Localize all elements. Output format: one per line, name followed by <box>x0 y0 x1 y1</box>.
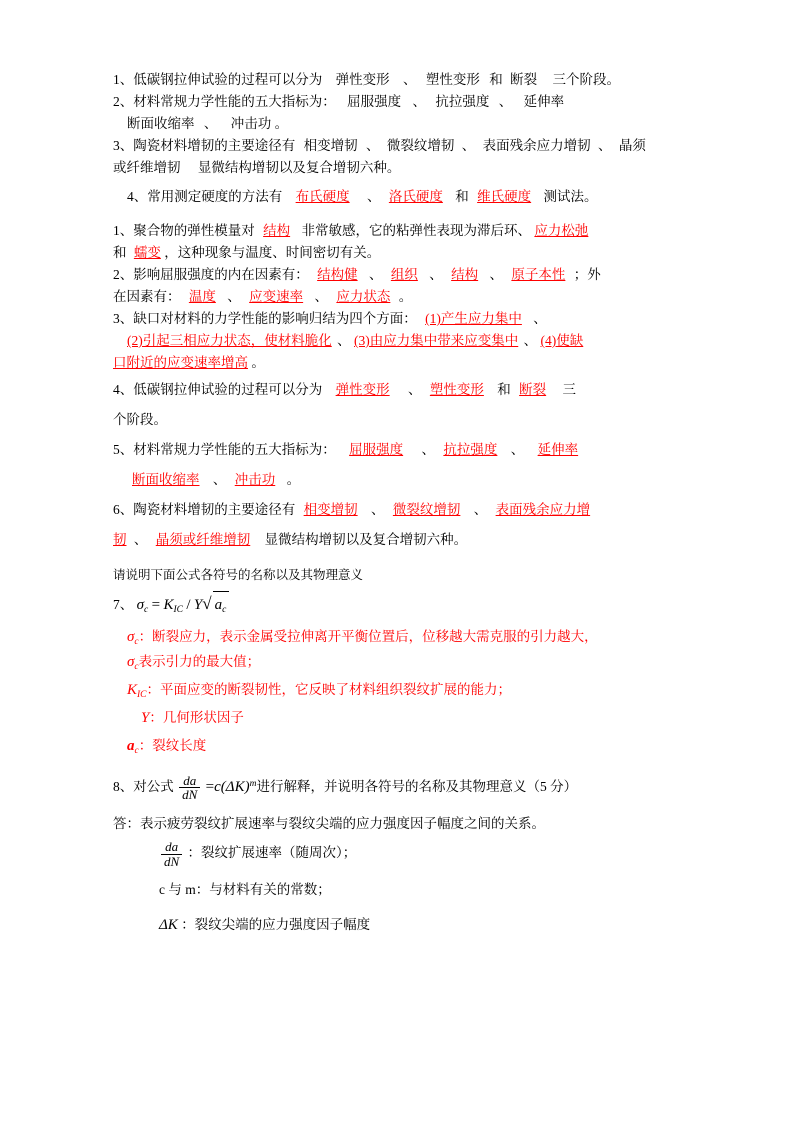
b4-sep-2: 和 <box>497 382 511 397</box>
k-symbol: K <box>163 597 174 613</box>
item-1-answer-3: 断裂 <box>510 72 538 87</box>
sigma-symbol: σ <box>136 597 145 613</box>
b3-answer-5: 口附近的应变速率增高 <box>113 355 248 370</box>
item-4-answer-1: 布氏硬度 <box>295 189 350 204</box>
item-4-answer-2: 洛氏硬度 <box>388 189 443 204</box>
item-1-sep-2: 和 <box>489 72 503 87</box>
explanation-3 <box>113 680 715 705</box>
item-4-prefix: 4、常用测定硬度的方法有 <box>127 189 283 204</box>
explanation-4 <box>113 708 715 733</box>
b5-answer-4: 断面收缩率 <box>132 472 200 487</box>
explanation-1-symbol: σ <box>127 629 135 645</box>
section-b-item-5 <box>113 435 715 465</box>
b2-answer-4: 原子本性 <box>511 267 566 282</box>
section-b-item-3-line2 <box>113 331 715 351</box>
item-8-frac-den: dN <box>179 787 200 802</box>
item-3-answer-3: 表面残余应力增韧 <box>482 138 591 153</box>
sigma-subscript: c <box>144 605 149 615</box>
answer-fraction <box>161 840 182 868</box>
item-2-answer-1: 屈服强度 <box>347 94 402 109</box>
b4-answer-1: 弹性变形 <box>335 382 390 397</box>
b1-answer-2: 应力松弛 <box>534 223 589 238</box>
delta-k-symbol: ΔK <box>159 917 178 934</box>
sqrt-icon: √ <box>202 594 212 613</box>
item-2-answer-3: 延伸率 <box>523 94 565 109</box>
explanation-5-text: ：裂纹长度 <box>138 738 207 753</box>
b2-sep-3: 、 <box>489 267 503 282</box>
item-4-answer-3: 维氏硬度 <box>477 189 532 204</box>
section-b-item-1-line2 <box>113 243 715 263</box>
b2-p1: 2、影响屈服强度的内在因素有： <box>113 267 309 282</box>
answer-line-4-text: ：裂纹尖端的应力强度因子幅度 <box>181 917 371 933</box>
b6-sep-1: 、 <box>371 502 385 517</box>
item-3-sep-2: 、 <box>461 138 476 153</box>
answer-line-4 <box>113 912 715 938</box>
b3-sep-2: 、 <box>337 333 351 348</box>
explanation-1-text: ：断裂应力，表示金属受拉伸离开平衡位置后，位移越大需克服的引力越大， <box>138 629 598 644</box>
b5-answer-5: 冲击功 <box>234 472 276 487</box>
explanation-5-subscript: c <box>134 746 139 756</box>
item-2-end: 。 <box>274 116 289 131</box>
item-3-rest: 显微结构增韧以及复合增韧六种。 <box>197 160 401 175</box>
b2-answer-6: 应变速率 <box>249 289 304 304</box>
b4-line2: 个阶段。 <box>113 412 167 427</box>
section-a-item-3-line2 <box>113 158 715 178</box>
b2-answer-7: 应力状态 <box>336 289 391 304</box>
explanation-3-symbol: K <box>127 682 138 698</box>
b2-sep-4: 、 <box>227 289 241 304</box>
formula-7 <box>113 591 715 623</box>
explanation-2-text: 表示引力的最大值； <box>138 654 261 669</box>
section-b-item-3-line3 <box>113 353 715 373</box>
b4-p2: 三 <box>562 382 576 397</box>
item-3-prefix: 3、陶瓷材料增韧的主要途径有 <box>113 138 296 153</box>
b4-answer-2: 塑性变形 <box>429 382 484 397</box>
section-b-item-6-line2 <box>113 525 715 555</box>
explanation-2-subscript: c <box>134 662 139 672</box>
section-a-item-4 <box>113 187 715 207</box>
explanation-2 <box>113 652 715 677</box>
item-4-sep-1: 、 <box>367 189 381 204</box>
item-3-answer-5: 或纤维增韧 <box>113 160 181 175</box>
b2-p2: ；外 <box>573 267 601 282</box>
item-8-expr-sup: m <box>249 779 257 789</box>
b4-answer-3: 断裂 <box>519 382 547 397</box>
b6-sep-3: 、 <box>133 532 148 547</box>
instruction-text: 请说明下面公式各符号的名称以及其物理意义 <box>113 568 364 582</box>
b2-sep-2: 、 <box>429 267 443 282</box>
b5-sep-1: 、 <box>421 442 435 457</box>
b2-line2-p: 在因素有： <box>113 289 181 304</box>
b5-sep-2: 、 <box>510 442 525 457</box>
explanation-4-symbol: Y <box>141 710 150 726</box>
item-1-suffix: 三个阶段。 <box>552 72 620 87</box>
b1-p1: 1、聚合物的弹性模量对 <box>113 223 255 238</box>
explanation-1 <box>113 627 715 652</box>
b3-end: 。 <box>251 355 265 370</box>
item-2-sep-1: 、 <box>412 94 426 109</box>
b1-answer-1: 结构 <box>263 223 291 238</box>
answer-line-2-text: ：裂纹扩展速率（随周次）； <box>187 845 357 861</box>
b2-sep-1: 、 <box>369 267 383 282</box>
item-8-suffix: 进行解释，并说明各符号的名称及其物理意义（5 分） <box>256 779 578 794</box>
section-a-item-2-line2 <box>113 114 715 134</box>
b4-sep-1: 、 <box>408 382 422 397</box>
b6-answer-3: 表面残余应力增 <box>495 502 591 517</box>
section-b-item-3 <box>113 309 715 329</box>
item-3-sep-1: 、 <box>366 138 380 153</box>
b2-answer-3: 结构 <box>451 267 479 282</box>
section-b-item-1 <box>113 221 715 241</box>
item-8-prefix: 8、对公式 <box>113 779 174 794</box>
item-2-answer-5: 冲击功 <box>230 116 272 131</box>
b5-p1: 5、材料常规力学性能的五大指标为： <box>113 442 336 457</box>
explanation-4-text: ：几何形状因子 <box>149 710 244 725</box>
b3-sep-3: 、 <box>523 333 538 348</box>
y-symbol: Y <box>193 597 203 613</box>
b3-answer-2: (2)引起三相应力状态，使材料脆化 <box>127 333 332 348</box>
slash-sign: / <box>186 597 191 613</box>
item-1-prefix: 1、低碳钢拉伸试验的过程可以分为 <box>113 72 323 87</box>
item-3-answer-4: 晶须 <box>618 138 646 153</box>
answer-frac-num: da <box>165 839 179 855</box>
item-2-sep-3: 、 <box>203 116 218 131</box>
answer-line-2 <box>113 840 715 868</box>
b2-answer-2: 组织 <box>390 267 418 282</box>
explanation-5-symbol: a <box>127 738 135 754</box>
item-7-label: 7、 <box>113 597 134 612</box>
item-8-expr: c(ΔK) <box>214 779 250 795</box>
answer-frac-den: dN <box>161 854 182 869</box>
b6-p1: 6、陶瓷材料增韧的主要途径有 <box>113 502 296 517</box>
radicand-subscript: c <box>222 605 227 615</box>
item-8-equals: = <box>205 779 215 795</box>
item-4-sep-2: 和 <box>455 189 469 204</box>
item-4-suffix: 测试法。 <box>543 189 598 204</box>
b6-sep-2: 、 <box>473 502 488 517</box>
b2-answer-1: 结构健 <box>317 267 358 282</box>
item-2-answer-4: 断面收缩率 <box>127 116 195 131</box>
answer-line-3: c 与 m：与材料有关的常数； <box>159 882 331 898</box>
b5-answer-2: 抗拉强度 <box>443 442 498 457</box>
section-b-item-4-line2 <box>113 405 715 435</box>
item-3-answer-1: 相变增韧 <box>303 138 358 153</box>
b1-p2: 非常敏感，它的粘弹性表现为滞后环、 <box>301 223 531 238</box>
answer-line-1: 答：表示疲劳裂纹扩展速率与裂纹尖端的应力强度因子幅度之间的关系。 <box>113 816 545 832</box>
section-b-item-5-line2 <box>113 465 715 495</box>
b6-answer-5: 晶须或纤维增韧 <box>155 532 251 547</box>
section-b-item-6 <box>113 495 715 525</box>
item-8 <box>113 771 715 802</box>
item-2-answer-2: 抗拉强度 <box>435 94 490 109</box>
item-3-answer-2: 微裂纹增韧 <box>386 138 455 153</box>
b5-end: 。 <box>286 472 301 487</box>
b3-answer-3: (3)由应力集中带来应变集中 <box>354 333 519 348</box>
section-a-item-2 <box>113 92 715 112</box>
explanation-3-text: ：平面应变的断裂韧性，它反映了材料组织裂纹扩展的能力； <box>146 682 512 697</box>
explanation-5 <box>113 736 715 761</box>
b4-p1: 4、低碳钢拉伸试验的过程可以分为 <box>113 382 323 397</box>
item-2-prefix: 2、材料常规力学性能的五大指标为： <box>113 94 336 109</box>
item-3-sep-3: 、 <box>598 138 612 153</box>
b2-p3: 。 <box>398 289 413 304</box>
b5-answer-1: 屈服强度 <box>349 442 404 457</box>
b2-sep-5: 、 <box>314 289 328 304</box>
section-a-item-3 <box>113 136 715 156</box>
b6-answer-2: 微裂纹增韧 <box>392 502 461 517</box>
b3-answer-1: (1)产生应力集中 <box>425 311 522 326</box>
item-1-answer-1: 弹性变形 <box>335 72 390 87</box>
equals-sign: = <box>151 597 161 613</box>
b2-answer-5: 温度 <box>188 289 216 304</box>
b6-rest: 显微结构增韧以及复合增韧六种。 <box>264 532 468 547</box>
explanation-2-symbol: σ <box>127 654 135 670</box>
b6-answer-1: 相变增韧 <box>303 502 358 517</box>
k-subscript: IC <box>173 605 183 615</box>
section-b-item-2 <box>113 265 715 285</box>
b6-answer-4: 韧 <box>113 532 127 547</box>
section-b-item-2-line2 <box>113 287 715 307</box>
item-1-sep-1: 、 <box>403 72 417 87</box>
explanation-3-subscript: IC <box>137 690 147 700</box>
explanation-1-subscript: c <box>134 637 139 647</box>
radicand-symbol: a <box>214 597 223 613</box>
section-b-item-4 <box>113 375 715 405</box>
b3-sep-1: 、 <box>533 311 547 326</box>
b1-p4: ，这种现象与温度、时间密切有关。 <box>164 245 381 260</box>
item-2-sep-2: 、 <box>498 94 513 109</box>
b1-p3: 和 <box>113 245 127 260</box>
item-8-frac-num: da <box>183 772 197 788</box>
item-8-fraction <box>179 774 200 802</box>
b3-answer-4: (4)使缺 <box>540 333 584 348</box>
item-1-answer-2: 塑性变形 <box>425 72 480 87</box>
b5-sep-3: 、 <box>212 472 227 487</box>
section-a-item-1 <box>113 70 715 90</box>
b1-answer-3: 蠕变 <box>133 245 161 260</box>
b3-p1: 3、缺口对材料的力学性能的影响归结为四个方面： <box>113 311 417 326</box>
b5-answer-3: 延伸率 <box>537 442 579 457</box>
